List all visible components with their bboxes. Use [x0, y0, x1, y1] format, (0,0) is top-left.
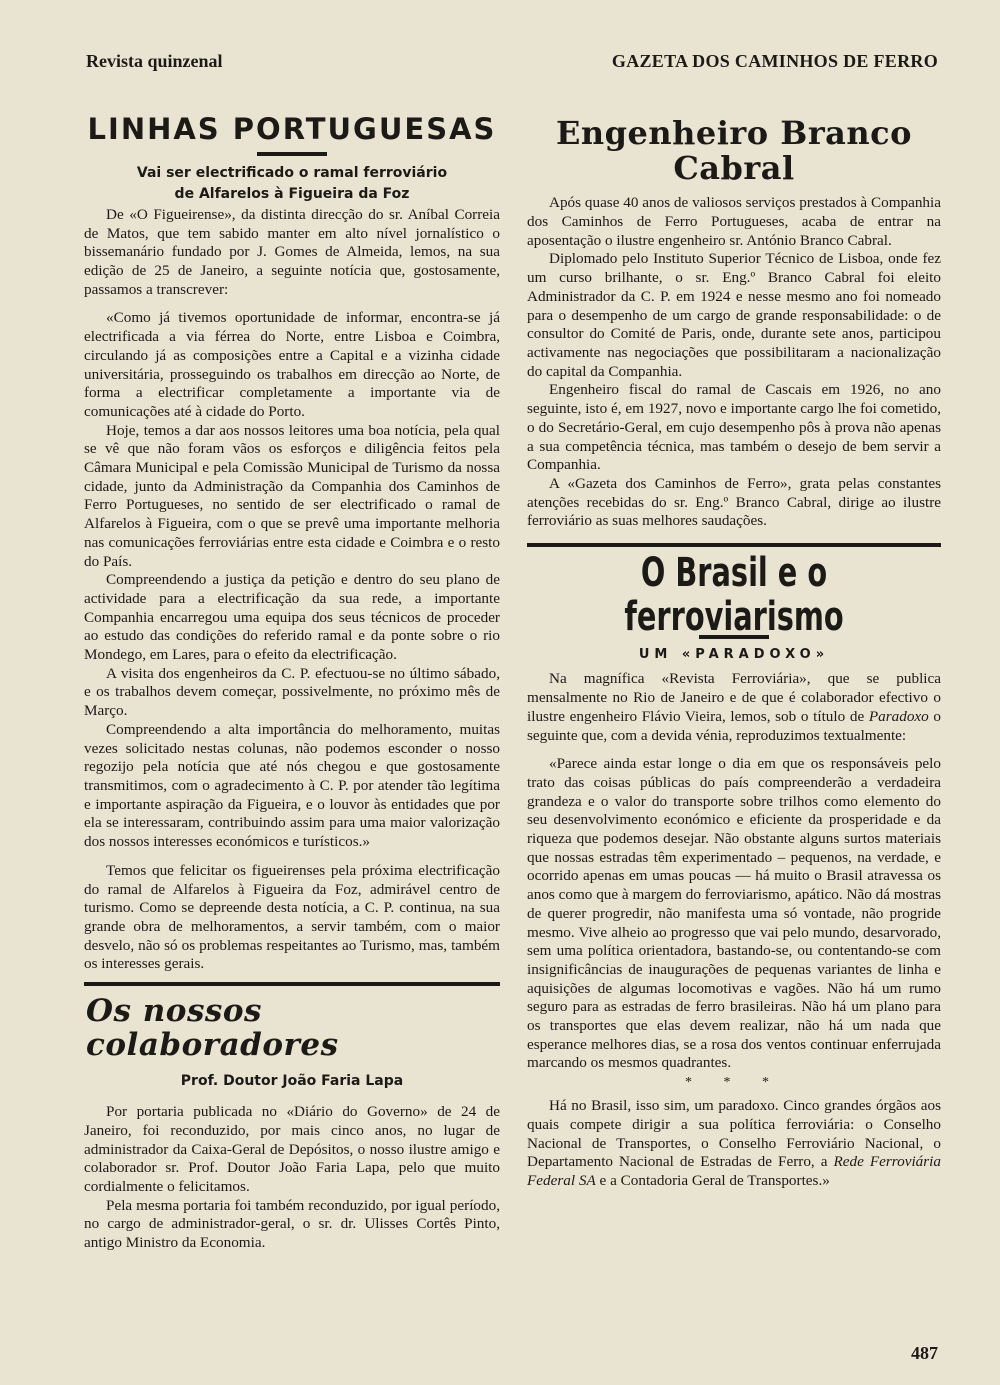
- header-left: Revista quinzenal: [86, 51, 223, 71]
- linhas-subtitle-line2: de Alfarelos à Figueira da Foz: [174, 185, 410, 202]
- engenheiro-title: Engenheiro Branco Cabral: [555, 114, 912, 188]
- paragraph: Pela mesma portaria foi também reconduzido, por igual período, no cargo de administrador-geral, o sr. dr. Ulisses Cortês Pinto, antigo Ministro da Economia.: [84, 1196, 500, 1252]
- paragraph: Compreendendo a justiça da petição e dentro do seu plano de actividade para a electrificação da sua rede, a importante Companhia encarregou uma equipa dos seus técnicos de proceder ao estudo das condições do referido ramal e da ponte sobre o rio Mondego, em Lares, para o efeito da electrificação.: [84, 571, 500, 664]
- paragraph: A visita dos engenheiros da C. P. efectuou-se no último sábado, e os trabalhos devem começar, possivelmente, no próximo mês de Março.: [84, 664, 500, 720]
- paragraph: Por portaria publicada no «Diário do Governo» de 24 de Janeiro, foi reconduzido, por mais cinco anos, no lugar de administrador da Caixa-Geral de Depósitos, o nosso ilustre amigo e colaborador sr. Prof. Doutor João Faria Lapa, pelo que muito cordialmente o felicitamos.: [84, 1103, 500, 1196]
- spacer: [527, 186, 941, 194]
- italic-text: Paradoxo: [868, 707, 929, 725]
- paragraph: [527, 670, 941, 745]
- paragraph: Hoje, temos a dar aos nossos leitores uma boa notícia, pela qual se vê que não foram vãos os esforços e diligência feitos pela Câmara Municipal e pela Comissão Municipal de Turismo da nossa cidade, junto da Administração da Companhia dos Caminhos de Ferro Portugueses, no sentido de ser electrificado o ramal de Alfarelos à Figueira, com o que se prevê uma importante melhoria nas comunicações ferroviárias entre esta cidade e Coimbra e o resto do País.: [84, 421, 500, 570]
- section-divider: [84, 982, 500, 986]
- text-run: o seguinte que, com a devida vénia, reproduzimos textualmente:: [527, 707, 942, 744]
- paragraph: Engenheiro fiscal do ramal de Cascais em 1926, no ano seguinte, isto é, em 1927, novo e importante cargo lhe foi cometido, o do Secretário-Geral, em cujo desempenho pôs à prova não apenas a sua competência técnica, mas também o desejo de bem servir a Companhia.: [527, 381, 941, 474]
- spacer: [84, 852, 500, 862]
- text-run: e a Contadoria Geral de Transportes.»: [595, 1171, 830, 1189]
- section-divider: [527, 543, 941, 547]
- text-run: Há no Brasil, isso sim, um paradoxo. Cinco grandes órgãos aos quais compete dirigir a sua política ferroviária: o Conselho Nacional de Transportes, o Conselho Ferroviário Nacional, o Departamento Nacional de Estradas de Ferro, a: [527, 1097, 941, 1171]
- left-column: [84, 108, 500, 1253]
- title-underline: [257, 152, 327, 156]
- paragraph: Temos que felicitar os figueirenses pela próxima electrificação do ramal de Alfarelos à Figueira da Foz, admirável centro de turismo. Como se depreende desta notícia, a C. P. continua, na sua grande obra de melhoramentos, a servir também, com o maior desvelo, não só os problemas respeitantes ao Turismo, mas, também os interesses gerais.: [84, 861, 500, 973]
- section-stars: * * *: [685, 1075, 783, 1091]
- linhas-subtitle-line1: Vai ser electrificado o ramal ferroviário: [136, 164, 448, 181]
- italic-text: Rede Ferroviária Federal SA: [527, 1153, 941, 1189]
- paragraph: «Parece ainda estar longe o dia em que os responsáveis pelo trato das coisas públicas do país compreenderão a verdadeira grandeza e o valor do transporte sobre trilhos como elemento do seu desenvolvimento económico e eficiente da prosperidade e da riqueza que podemos desejar. Não obstante alguns surtos materiais que nossas estradas têm experimentado – pequenos, na verdade, e ocorrido apenas em umas poucas — há muito o Brasil atravessa os anos como que à margem do ferroviarismo, apático. Não dá mostras de querer progredir, não manifesta uma só vontade, não progride mesmo. Vive alheio ao progresso que vai pelo mundo, desarvorado, sem uma política orientadora, bastando-se, ou contentando-se com insignificâncias de inaugurações de pequenas variantes de linha e aquisições de algumas locomotivas e vagões. Não há um rumo seguro para as estradas de ferro brasileiras. Não há um plano para os transportes que elas devem realizar, não há um nada que esperance melhores dias, se a rosa dos ventos continuar enferrujada marcando os mesmos quadrantes.: [527, 755, 941, 1072]
- paragraph: De «O Figueirense», da distinta direcção do sr. Aníbal Correia de Matos, que tem sabido manter em alto nível jornalístico o bissemanário fundado por J. Gomes de Almeida, lemos, na sua edição de 25 de Janeiro, a seguinte notícia que, gostosamente, passamos a transcrever:: [84, 205, 500, 298]
- text-run: Na magnífica «Revista Ferroviária», que se publica mensalmente no Rio de Janeiro e de que é colaborador efectivo o ilustre engenheiro Flávio Vieira, lemos, sob o título de: [527, 670, 941, 725]
- paragraph: A «Gazeta dos Caminhos de Ferro», grata pelas constantes atenções recebidas do sr. Eng.º Branco Cabral, dirige ao ilustre ferroviário as suas melhores saudações.: [527, 474, 941, 530]
- spacer: [84, 299, 500, 309]
- right-column: [527, 108, 941, 1191]
- paragraph: Após quase 40 anos de valiosos serviços prestados à Companhia dos Caminhos de Ferro Portugueses, acaba de entrar na aposentação o ilustre engenheiro sr. António Branco Cabral.: [527, 194, 941, 249]
- brasil-subtitle: UM «PARADOXO»: [638, 647, 830, 663]
- header-right: GAZETA DOS CAMINHOS DE FERRO: [611, 51, 938, 71]
- paragraph: [527, 1097, 941, 1191]
- paragraph: Diplomado pelo Instituto Superior Técnico de Lisboa, onde fez um curso brilhante, o sr. Eng.º Branco Cabral foi eleito Administrador da C. P. em 1924 e nesse mesmo ano foi nomeado para o desempenho de um cargo de grande responsabilidade: o de consultor do Comité de Paris, onde, durante sete anos, participou activamente nas negociações que possibilitaram a nacionalização do capital da Companhia.: [527, 250, 941, 380]
- spacer: [84, 1093, 500, 1103]
- spacer: [84, 1062, 500, 1072]
- brasil-title: O Brasil e o ferroviarismo: [624, 548, 844, 641]
- page-number: 487: [911, 1343, 938, 1363]
- colaboradores-subtitle: Prof. Doutor João Faria Lapa: [180, 1073, 404, 1090]
- paragraph: Compreendendo a alta importância do melhoramento, muitas vezes solicitado nestas colunas, não podemos esconder o nosso regozijo pela notícia que até nós chegou e que gostosamente transmitimos, com o agradecimento à C. P. por atender tão legítima e importante aspiração da Figueira, e o louvor às entidades que por ela se interessaram, contribuindo assim para uma maior valorização dos nossos interesses económicos e turísticos.»: [84, 720, 500, 851]
- spacer: [527, 745, 941, 755]
- colaboradores-title: Os nossos colaboradores: [86, 993, 339, 1064]
- linhas-portuguesas-title: LINHAS PORTUGUESAS: [87, 112, 497, 146]
- paragraph: «Como já tivemos oportunidade de informar, encontra-se já electrificada a via férrea do Norte, entre Lisboa e Coimbra, circulando já as composições entre a Capital e a vizinha cidade universitária, prosseguindo os trabalhos em direcção ao Norte, de forma a electrificar completamente a importante via de comunicações até à cidade do Porto.: [84, 309, 500, 420]
